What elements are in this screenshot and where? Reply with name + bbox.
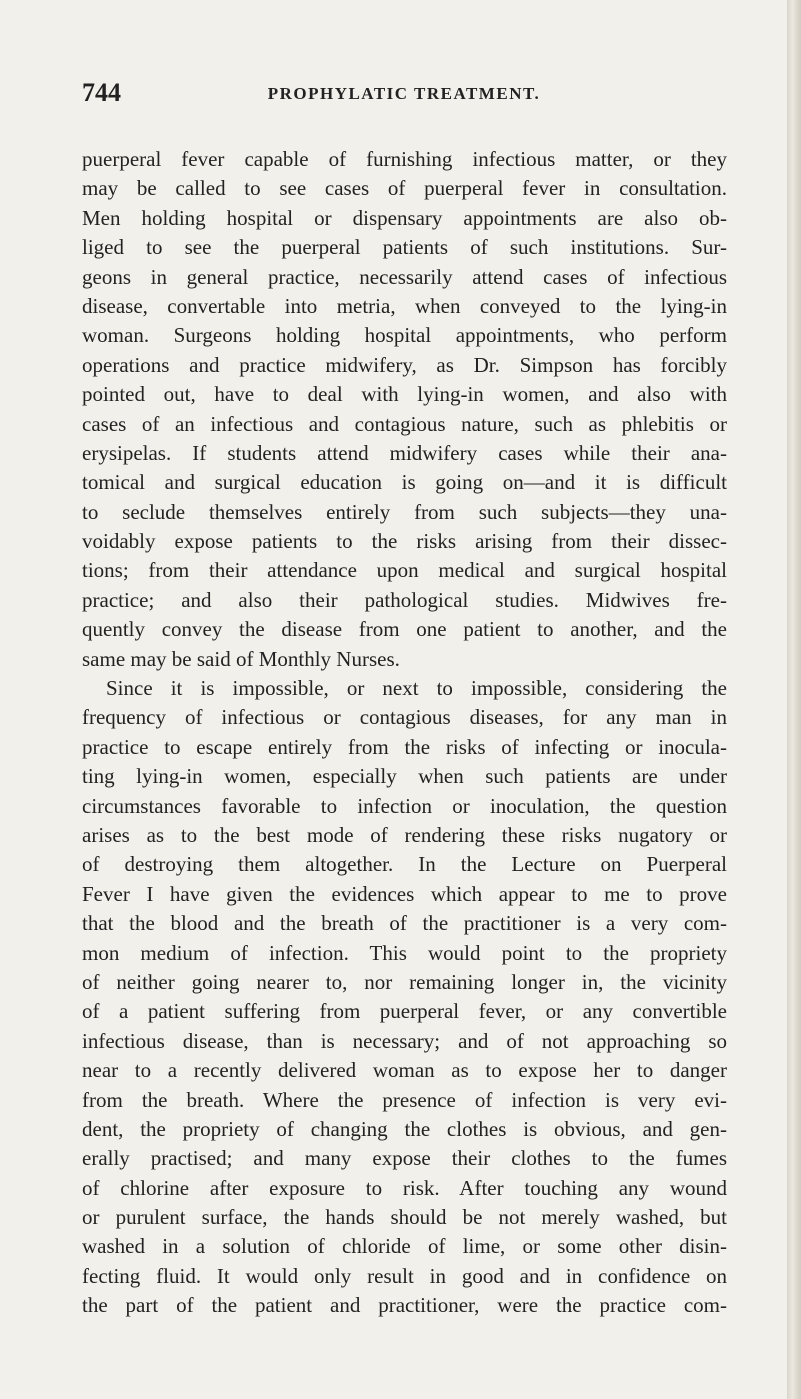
text-line: infectious disease, than is necessary; and of not approaching so <box>82 1028 727 1053</box>
page-number: 744 <box>82 78 121 107</box>
text-line: of destroying them altogether. In the Lecture on Puerperal <box>82 852 727 877</box>
text-line: pointed out, have to deal with lying-in women, and also with <box>82 382 727 407</box>
text-line: Since it is impossible, or next to impossible, considering the <box>106 676 727 701</box>
page-edge <box>787 0 801 1399</box>
text-line: erysipelas. If students attend midwifery cases while their ana- <box>82 440 727 465</box>
text-line: tions; from their attendance upon medical and surgical hospital <box>82 558 727 583</box>
text-line: of neither going nearer to, nor remaining longer in, the vicinity <box>82 969 727 994</box>
text-line: dent, the propriety of changing the clothes is obvious, and gen- <box>82 1116 727 1141</box>
text-line: voidably expose patients to the risks arising from their dissec- <box>82 529 727 554</box>
text-line: woman. Surgeons holding hospital appointments, who perform <box>82 323 727 348</box>
text-line: washed in a solution of chloride of lime, or some other disin- <box>82 1234 727 1259</box>
text-line: liged to see the puerperal patients of such institutions. Sur- <box>82 235 727 260</box>
text-line: ting lying-in women, especially when such patients are under <box>82 764 727 789</box>
text-line: near to a recently delivered woman as to expose her to danger <box>82 1058 727 1083</box>
text-line: fecting fluid. It would only result in good and in confidence on <box>82 1263 727 1288</box>
text-line: geons in general practice, necessarily attend cases of infectious <box>82 264 727 289</box>
text-line: operations and practice midwifery, as Dr. Simpson has forcibly <box>82 352 727 377</box>
text-line: of chlorine after exposure to risk. After touching any wound <box>82 1175 727 1200</box>
text-line: frequency of infectious or contagious diseases, for any man in <box>82 705 727 730</box>
body-text <box>82 145 727 1321</box>
text-line: Men holding hospital or dispensary appointments are also ob- <box>82 205 727 230</box>
text-line: or purulent surface, the hands should be not merely washed, but <box>82 1205 727 1230</box>
text-line: from the breath. Where the presence of infection is very evi- <box>82 1087 727 1112</box>
text-line: same may be said of Monthly Nurses. <box>82 646 400 671</box>
text-line: circumstances favorable to infection or inoculation, the question <box>82 793 727 818</box>
running-head: PROPHYLATIC TREATMENT. <box>267 84 541 103</box>
text-line: disease, convertable into metria, when conveyed to the lying-in <box>82 293 727 318</box>
page-header <box>82 78 726 118</box>
text-line: quently convey the disease from one patient to another, and the <box>82 617 727 642</box>
text-line: to seclude themselves entirely from such subjects—they una- <box>82 499 727 524</box>
text-line: mon medium of infection. This would point to the propriety <box>82 940 727 965</box>
text-line: the part of the patient and practitioner, were the practice com- <box>82 1293 727 1318</box>
text-line: cases of an infectious and contagious nature, such as phlebitis or <box>82 411 727 436</box>
text-line: puerperal fever capable of furnishing infectious matter, or they <box>82 147 727 171</box>
text-line: tomical and surgical education is going on—and it is difficult <box>82 470 727 495</box>
text-line: practice to escape entirely from the risks of infecting or inocula- <box>82 734 727 759</box>
text-line: that the blood and the breath of the practitioner is a very com- <box>82 911 727 936</box>
text-line: practice; and also their pathological studies. Midwives fre- <box>82 587 727 612</box>
text-line: Fever I have given the evidences which appear to me to prove <box>82 881 727 906</box>
text-line: arises as to the best mode of rendering these risks nugatory or <box>82 822 727 847</box>
text-line: may be called to see cases of puerperal fever in consultation. <box>82 176 727 201</box>
text-line: of a patient suffering from puerperal fever, or any convertible <box>82 999 727 1024</box>
text-line: erally practised; and many expose their clothes to the fumes <box>82 1146 727 1171</box>
